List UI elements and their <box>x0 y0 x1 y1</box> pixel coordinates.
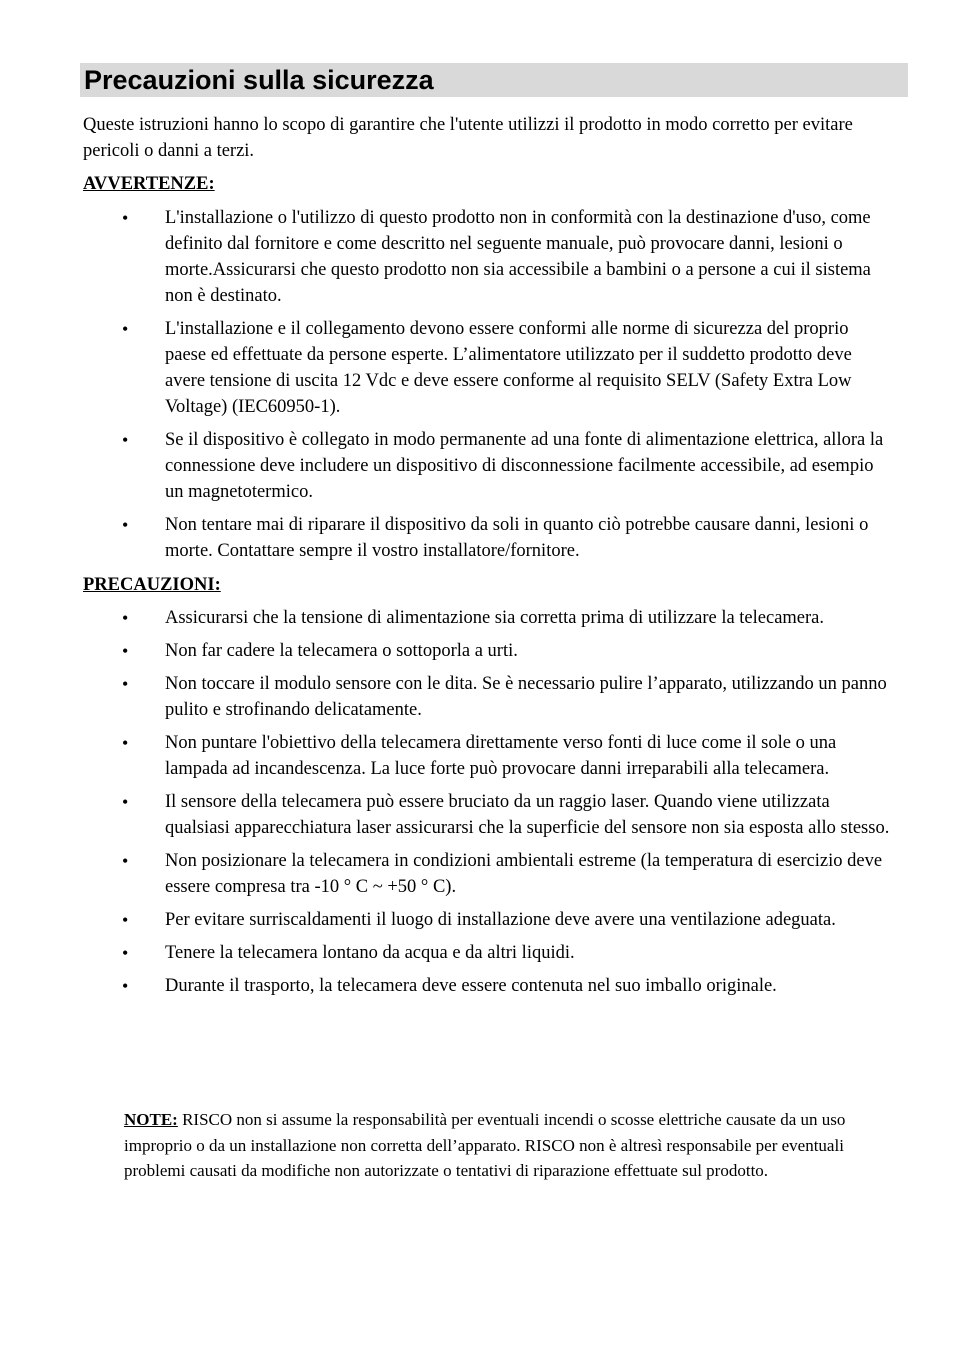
note-text: RISCO non si assume la responsabilità per eventuali incendi o scosse elettriche causate da un uso improprio o da un installazione non corretta dell’apparato. RISCO non è altresì responsabile per eventuali problemi causati da modifiche non autorizzate o tentativi di riparazione effettuate sul prodotto. <box>124 1110 846 1180</box>
note-label: NOTE: <box>124 1110 178 1129</box>
intro-paragraph: Queste istruzioni hanno lo scopo di garantire che l'utente utilizzi il prodotto in modo corretto per evitare pericoli o danni a terzi. <box>83 115 853 161</box>
warnings-heading: AVVERTENZE: <box>83 174 215 194</box>
bullet-icon: • <box>122 943 129 963</box>
precaution-item <box>0 973 954 999</box>
warning-text: Se il dispositivo è collegato in modo permanente ad una fonte di alimentazione elettrica, allora la connessione deve includere un dispositivo di disconnessione facilmente accessibile, ad esempio un magnetotermico. <box>165 430 884 502</box>
bullet-icon: • <box>122 851 129 871</box>
precaution-text: Non far cadere la telecamera o sottoporla a urti. <box>165 641 518 661</box>
precaution-item <box>0 730 954 782</box>
bullet-icon: • <box>122 792 129 812</box>
precaution-item <box>0 907 954 933</box>
warning-text: L'installazione o l'utilizzo di questo prodotto non in conformità con la destinazione d'uso, come definito dal fornitore e come descritto nel seguente manuale, può provocare danni, lesioni o morte.Assicurarsi che questo prodotto non sia accessibile a bambini o a persone a cui il sistema non è destinato. <box>165 208 871 306</box>
bullet-icon: • <box>122 674 129 694</box>
precautions-list <box>0 605 954 1006</box>
bullet-icon: • <box>122 608 129 628</box>
bullet-icon: • <box>122 910 129 930</box>
bullet-icon: • <box>122 641 129 661</box>
bullet-icon: • <box>122 208 129 228</box>
title-bar <box>80 63 908 97</box>
precaution-item <box>0 605 954 631</box>
precaution-text: Non puntare l'obiettivo della telecamera direttamente verso fonti di luce come il sole o una lampada ad incandescenza. La luce forte può provocare danni irreparabili alla telecamera. <box>165 733 837 779</box>
precaution-item <box>0 671 954 723</box>
precaution-item <box>0 940 954 966</box>
note-paragraph <box>124 1107 894 1184</box>
warning-item <box>0 427 954 505</box>
bullet-icon: • <box>122 976 129 996</box>
precaution-text: Per evitare surriscaldamenti il luogo di installazione deve avere una ventilazione adeguata. <box>165 910 836 930</box>
warning-item <box>0 316 954 420</box>
bullet-icon: • <box>122 430 129 450</box>
warning-text: L'installazione e il collegamento devono essere conformi alle norme di sicurezza del proprio paese ed effettuate da persone esperte. L’alimentatore utilizzato per il suddetto prodotto deve avere tensione di uscita 12 Vdc e deve essere conforme al requisito SELV (Safety Extra Low Voltage) (IEC60950-1). <box>165 319 852 417</box>
bullet-icon: • <box>122 733 129 753</box>
warning-text: Non tentare mai di riparare il dispositivo da soli in quanto ciò potrebbe causare danni, lesioni o morte. Contattare sempre il vostro installatore/fornitore. <box>165 515 869 561</box>
bullet-icon: • <box>122 515 129 535</box>
precaution-text: Tenere la telecamera lontano da acqua e da altri liquidi. <box>165 943 575 963</box>
precautions-heading: PRECAUZIONI: <box>83 575 221 595</box>
precaution-item <box>0 638 954 664</box>
precaution-text: Durante il trasporto, la telecamera deve essere contenuta nel suo imballo originale. <box>165 976 777 996</box>
warning-item <box>0 205 954 309</box>
warning-item <box>0 512 954 564</box>
bullet-icon: • <box>122 319 129 339</box>
precaution-item <box>0 848 954 900</box>
precaution-item <box>0 789 954 841</box>
warnings-list <box>0 205 954 571</box>
precaution-text: Il sensore della telecamera può essere bruciato da un raggio laser. Quando viene utilizzata qualsiasi apparecchiatura laser assicurarsi che la superficie del sensore non sia esposta allo stesso. <box>165 792 890 838</box>
precaution-text: Non posizionare la telecamera in condizioni ambientali estreme (la temperatura di esercizio deve essere compresa tra -10 ° C ~ +50 ° C). <box>165 851 883 897</box>
precaution-text: Assicurarsi che la tensione di alimentazione sia corretta prima di utilizzare la telecamera. <box>165 608 825 628</box>
page-title: Precauzioni sulla sicurezza <box>84 65 434 95</box>
precaution-text: Non toccare il modulo sensore con le dita. Se è necessario pulire l’apparato, utilizzando un panno pulito e strofinando delicatamente. <box>165 674 887 720</box>
